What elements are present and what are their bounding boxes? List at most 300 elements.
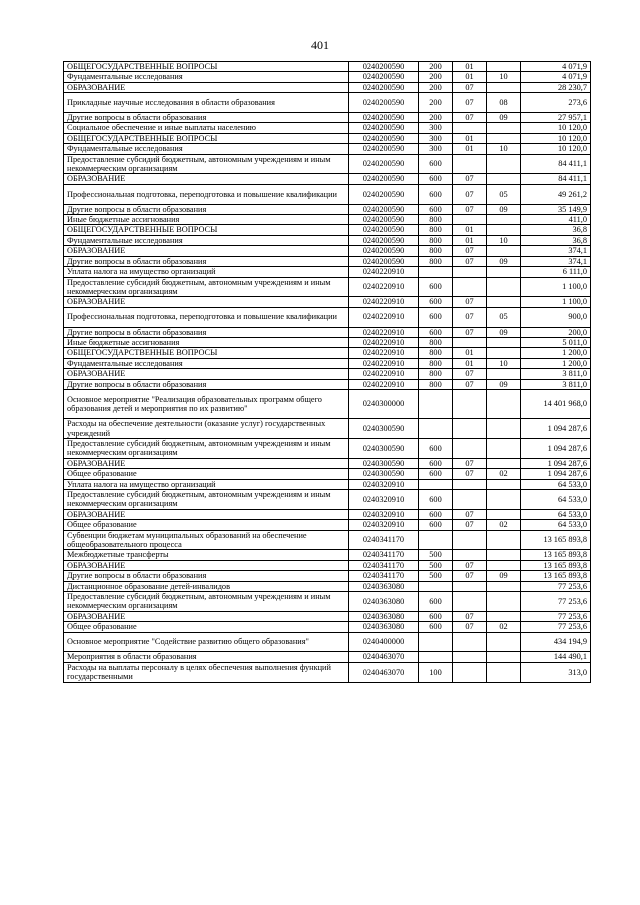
row-vr-cell: 800 — [419, 235, 453, 245]
table-row — [64, 307, 591, 327]
row-name-cell: Фундаментальные исследования — [64, 72, 349, 82]
row-sum-cell: 10 120,0 — [521, 133, 591, 143]
row-sum-cell: 77 253,6 — [521, 611, 591, 621]
row-sum-cell: 374,1 — [521, 256, 591, 266]
table-row — [64, 632, 591, 652]
row-pr-cell — [487, 246, 521, 256]
row-name-cell: Социальное обеспечение и иные выплаты населению — [64, 123, 349, 133]
row-sum-cell: 313,0 — [521, 662, 591, 682]
row-rz-cell — [453, 550, 487, 560]
row-name-cell: Фундаментальные исследования — [64, 235, 349, 245]
row-pr-cell — [487, 438, 521, 458]
row-pr-cell — [487, 419, 521, 439]
table-row — [64, 267, 591, 277]
row-csr-cell: 0240200590 — [349, 246, 419, 256]
row-rz-cell — [453, 267, 487, 277]
row-csr-cell: 0240341170 — [349, 530, 419, 550]
row-csr-cell: 0240463070 — [349, 662, 419, 682]
row-vr-cell: 600 — [419, 277, 453, 297]
row-pr-cell: 09 — [487, 256, 521, 266]
row-vr-cell: 600 — [419, 489, 453, 509]
row-name-cell: Предоставление субсидий бюджетным, автономным учреждениям и иным некоммерческим организациям — [64, 277, 349, 297]
row-rz-cell: 07 — [453, 520, 487, 530]
row-sum-cell: 1 100,0 — [521, 277, 591, 297]
row-vr-cell: 500 — [419, 560, 453, 570]
row-pr-cell: 10 — [487, 358, 521, 368]
table-row — [64, 581, 591, 591]
row-sum-cell: 10 120,0 — [521, 123, 591, 133]
row-sum-cell: 36,8 — [521, 235, 591, 245]
row-rz-cell: 07 — [453, 256, 487, 266]
row-name-cell: Межбюджетные трансферты — [64, 550, 349, 560]
row-sum-cell: 6 111,0 — [521, 267, 591, 277]
row-pr-cell — [487, 632, 521, 652]
row-rz-cell: 07 — [453, 246, 487, 256]
row-sum-cell: 4 071,9 — [521, 62, 591, 72]
row-pr-cell — [487, 267, 521, 277]
row-sum-cell: 434 194,9 — [521, 632, 591, 652]
row-csr-cell: 0240320910 — [349, 509, 419, 519]
row-vr-cell — [419, 530, 453, 550]
row-pr-cell — [487, 174, 521, 184]
row-vr-cell: 600 — [419, 438, 453, 458]
row-csr-cell: 0240200590 — [349, 174, 419, 184]
row-csr-cell: 0240363080 — [349, 581, 419, 591]
row-sum-cell: 36,8 — [521, 225, 591, 235]
row-csr-cell: 0240220910 — [349, 277, 419, 297]
row-rz-cell — [453, 530, 487, 550]
row-sum-cell: 1 094 287,6 — [521, 438, 591, 458]
row-vr-cell: 800 — [419, 256, 453, 266]
row-rz-cell: 07 — [453, 458, 487, 468]
row-sum-cell: 1 094 287,6 — [521, 458, 591, 468]
table-row — [64, 379, 591, 389]
table-row — [64, 530, 591, 550]
row-pr-cell — [487, 652, 521, 662]
row-rz-cell — [453, 337, 487, 347]
row-rz-cell: 01 — [453, 235, 487, 245]
row-name-cell: Профессиональная подготовка, переподготовка и повышение квалификации — [64, 184, 349, 204]
row-csr-cell: 0240200590 — [349, 154, 419, 174]
row-sum-cell: 200,0 — [521, 327, 591, 337]
row-vr-cell: 100 — [419, 662, 453, 682]
table-row — [64, 277, 591, 297]
row-vr-cell: 600 — [419, 174, 453, 184]
row-csr-cell: 0240200590 — [349, 256, 419, 266]
row-rz-cell — [453, 419, 487, 439]
row-vr-cell: 600 — [419, 327, 453, 337]
row-pr-cell — [487, 611, 521, 621]
row-pr-cell: 10 — [487, 144, 521, 154]
row-csr-cell: 0240200590 — [349, 113, 419, 123]
row-vr-cell: 600 — [419, 509, 453, 519]
row-sum-cell: 64 533,0 — [521, 520, 591, 530]
row-csr-cell: 0240220910 — [349, 379, 419, 389]
table-row — [64, 611, 591, 621]
row-rz-cell: 01 — [453, 348, 487, 358]
row-vr-cell: 500 — [419, 571, 453, 581]
row-pr-cell — [487, 530, 521, 550]
row-csr-cell: 0240220910 — [349, 297, 419, 307]
row-name-cell: ОБЩЕГОСУДАРСТВЕННЫЕ ВОПРОСЫ — [64, 225, 349, 235]
table-row — [64, 348, 591, 358]
row-csr-cell: 0240200590 — [349, 184, 419, 204]
row-csr-cell: 0240463070 — [349, 652, 419, 662]
row-pr-cell — [487, 348, 521, 358]
row-name-cell: Мероприятия в области образования — [64, 652, 349, 662]
table-row — [64, 113, 591, 123]
row-name-cell: Прикладные научные исследования в области образования — [64, 93, 349, 113]
row-name-cell: Другие вопросы в области образования — [64, 379, 349, 389]
row-csr-cell: 0240220910 — [349, 358, 419, 368]
row-csr-cell: 0240300590 — [349, 469, 419, 479]
row-pr-cell — [487, 297, 521, 307]
row-name-cell: Другие вопросы в области образования — [64, 256, 349, 266]
row-pr-cell — [487, 154, 521, 174]
row-sum-cell: 28 230,7 — [521, 82, 591, 92]
row-rz-cell: 01 — [453, 144, 487, 154]
row-sum-cell: 1 200,0 — [521, 348, 591, 358]
row-vr-cell — [419, 389, 453, 418]
row-csr-cell: 0240220910 — [349, 348, 419, 358]
row-name-cell: ОБРАЗОВАНИЕ — [64, 611, 349, 621]
row-vr-cell: 200 — [419, 93, 453, 113]
row-pr-cell — [487, 123, 521, 133]
row-csr-cell: 0240200590 — [349, 72, 419, 82]
row-csr-cell: 0240300590 — [349, 438, 419, 458]
table-row — [64, 337, 591, 347]
row-vr-cell: 800 — [419, 246, 453, 256]
table-row — [64, 215, 591, 225]
row-pr-cell — [487, 581, 521, 591]
row-vr-cell: 800 — [419, 348, 453, 358]
row-vr-cell: 800 — [419, 215, 453, 225]
row-rz-cell: 07 — [453, 379, 487, 389]
row-pr-cell — [487, 277, 521, 297]
row-rz-cell — [453, 662, 487, 682]
table-row — [64, 652, 591, 662]
row-rz-cell: 07 — [453, 560, 487, 570]
row-sum-cell: 1 200,0 — [521, 358, 591, 368]
row-name-cell: Иные бюджетные ассигнования — [64, 215, 349, 225]
row-vr-cell: 600 — [419, 307, 453, 327]
table-row — [64, 154, 591, 174]
row-vr-cell: 600 — [419, 154, 453, 174]
row-csr-cell: 0240363080 — [349, 611, 419, 621]
row-csr-cell: 0240220910 — [349, 327, 419, 337]
row-name-cell: Другие вопросы в области образования — [64, 204, 349, 214]
budget-table — [63, 61, 591, 683]
row-csr-cell: 0240320910 — [349, 489, 419, 509]
row-sum-cell: 3 811,0 — [521, 379, 591, 389]
row-pr-cell: 10 — [487, 72, 521, 82]
row-csr-cell: 0240200590 — [349, 82, 419, 92]
row-rz-cell — [453, 581, 487, 591]
row-vr-cell — [419, 479, 453, 489]
row-rz-cell: 07 — [453, 327, 487, 337]
row-csr-cell: 0240363080 — [349, 622, 419, 632]
row-pr-cell — [487, 458, 521, 468]
row-rz-cell: 07 — [453, 611, 487, 621]
row-name-cell: Профессиональная подготовка, переподготовка и повышение квалификации — [64, 307, 349, 327]
row-name-cell: Общее образование — [64, 520, 349, 530]
row-name-cell: Уплата налога на имущество организаций — [64, 479, 349, 489]
row-csr-cell: 0240220910 — [349, 337, 419, 347]
row-pr-cell — [487, 560, 521, 570]
row-sum-cell: 49 261,2 — [521, 184, 591, 204]
row-name-cell: ОБРАЗОВАНИЕ — [64, 82, 349, 92]
row-vr-cell — [419, 267, 453, 277]
row-sum-cell: 77 253,6 — [521, 592, 591, 612]
table-row — [64, 256, 591, 266]
row-sum-cell: 4 071,9 — [521, 72, 591, 82]
row-vr-cell: 600 — [419, 592, 453, 612]
row-csr-cell: 0240200590 — [349, 144, 419, 154]
table-row — [64, 479, 591, 489]
row-name-cell: Предоставление субсидий бюджетным, автономным учреждениям и иным некоммерческим организациям — [64, 592, 349, 612]
row-csr-cell: 0240200590 — [349, 123, 419, 133]
row-sum-cell: 64 533,0 — [521, 489, 591, 509]
row-name-cell: Общее образование — [64, 622, 349, 632]
row-sum-cell: 374,1 — [521, 246, 591, 256]
row-vr-cell: 600 — [419, 297, 453, 307]
row-name-cell: ОБРАЗОВАНИЕ — [64, 369, 349, 379]
row-sum-cell: 27 957,1 — [521, 113, 591, 123]
row-vr-cell: 600 — [419, 520, 453, 530]
row-rz-cell: 01 — [453, 62, 487, 72]
row-pr-cell — [487, 489, 521, 509]
table-row — [64, 133, 591, 143]
row-csr-cell: 0240400000 — [349, 632, 419, 652]
table-row — [64, 520, 591, 530]
row-pr-cell: 09 — [487, 379, 521, 389]
row-rz-cell: 01 — [453, 225, 487, 235]
row-vr-cell: 200 — [419, 62, 453, 72]
row-rz-cell — [453, 277, 487, 297]
row-sum-cell: 411,0 — [521, 215, 591, 225]
row-sum-cell: 64 533,0 — [521, 479, 591, 489]
row-csr-cell: 0240341170 — [349, 571, 419, 581]
table-row — [64, 174, 591, 184]
row-rz-cell — [453, 632, 487, 652]
row-name-cell: Уплата налога на имущество организаций — [64, 267, 349, 277]
row-csr-cell: 0240200590 — [349, 93, 419, 113]
row-vr-cell — [419, 419, 453, 439]
row-csr-cell: 0240200590 — [349, 133, 419, 143]
row-sum-cell: 13 165 893,8 — [521, 550, 591, 560]
row-sum-cell: 77 253,6 — [521, 622, 591, 632]
row-pr-cell: 09 — [487, 571, 521, 581]
row-rz-cell: 07 — [453, 469, 487, 479]
row-vr-cell — [419, 652, 453, 662]
row-rz-cell: 01 — [453, 133, 487, 143]
row-sum-cell: 77 253,6 — [521, 581, 591, 591]
row-csr-cell: 0240300590 — [349, 458, 419, 468]
row-name-cell: Иные бюджетные ассигнования — [64, 337, 349, 347]
budget-table-body — [64, 62, 591, 683]
row-rz-cell: 07 — [453, 174, 487, 184]
row-rz-cell — [453, 652, 487, 662]
row-rz-cell: 07 — [453, 184, 487, 204]
row-rz-cell — [453, 479, 487, 489]
row-rz-cell — [453, 389, 487, 418]
row-rz-cell: 07 — [453, 571, 487, 581]
row-rz-cell: 07 — [453, 297, 487, 307]
row-rz-cell — [453, 592, 487, 612]
row-name-cell: ОБРАЗОВАНИЕ — [64, 174, 349, 184]
row-rz-cell — [453, 489, 487, 509]
row-pr-cell — [487, 337, 521, 347]
row-name-cell: Предоставление субсидий бюджетным, автономным учреждениям и иным некоммерческим организациям — [64, 489, 349, 509]
row-vr-cell: 600 — [419, 622, 453, 632]
row-pr-cell: 02 — [487, 469, 521, 479]
row-sum-cell: 3 811,0 — [521, 369, 591, 379]
row-sum-cell: 84 411,1 — [521, 174, 591, 184]
table-row — [64, 369, 591, 379]
row-pr-cell — [487, 550, 521, 560]
table-row — [64, 419, 591, 439]
row-pr-cell: 09 — [487, 204, 521, 214]
row-vr-cell — [419, 581, 453, 591]
table-row — [64, 82, 591, 92]
row-vr-cell: 600 — [419, 458, 453, 468]
row-pr-cell: 05 — [487, 307, 521, 327]
row-sum-cell: 273,6 — [521, 93, 591, 113]
row-pr-cell: 02 — [487, 622, 521, 632]
row-csr-cell: 0240320910 — [349, 479, 419, 489]
row-name-cell: Основное мероприятие "Реализация образовательных программ общего образования детей и мероприятия по их развитию" — [64, 389, 349, 418]
row-csr-cell: 0240200590 — [349, 215, 419, 225]
table-row — [64, 592, 591, 612]
table-row — [64, 93, 591, 113]
table-row — [64, 235, 591, 245]
row-pr-cell: 09 — [487, 327, 521, 337]
row-sum-cell: 900,0 — [521, 307, 591, 327]
table-row — [64, 225, 591, 235]
row-name-cell: ОБЩЕГОСУДАРСТВЕННЫЕ ВОПРОСЫ — [64, 62, 349, 72]
row-vr-cell: 200 — [419, 82, 453, 92]
row-vr-cell: 200 — [419, 113, 453, 123]
row-csr-cell: 0240200590 — [349, 204, 419, 214]
row-vr-cell: 300 — [419, 123, 453, 133]
row-vr-cell: 200 — [419, 72, 453, 82]
row-pr-cell — [487, 215, 521, 225]
row-sum-cell: 13 165 893,8 — [521, 571, 591, 581]
row-csr-cell: 0240200590 — [349, 225, 419, 235]
row-vr-cell: 600 — [419, 204, 453, 214]
row-sum-cell: 14 401 968,0 — [521, 389, 591, 418]
row-name-cell: Другие вопросы в области образования — [64, 571, 349, 581]
row-rz-cell: 01 — [453, 72, 487, 82]
row-rz-cell: 07 — [453, 622, 487, 632]
row-pr-cell — [487, 592, 521, 612]
row-sum-cell: 10 120,0 — [521, 144, 591, 154]
row-name-cell: ОБРАЗОВАНИЕ — [64, 458, 349, 468]
row-rz-cell — [453, 438, 487, 458]
row-rz-cell — [453, 123, 487, 133]
table-row — [64, 662, 591, 682]
row-sum-cell: 13 165 893,8 — [521, 530, 591, 550]
table-row — [64, 297, 591, 307]
row-csr-cell: 0240220910 — [349, 267, 419, 277]
row-vr-cell: 300 — [419, 133, 453, 143]
row-sum-cell: 64 533,0 — [521, 509, 591, 519]
table-row — [64, 204, 591, 214]
row-vr-cell: 500 — [419, 550, 453, 560]
table-row — [64, 184, 591, 204]
row-pr-cell — [487, 509, 521, 519]
row-sum-cell: 144 490,1 — [521, 652, 591, 662]
row-pr-cell — [487, 82, 521, 92]
row-name-cell: Расходы на выплаты персоналу в целях обеспечения выполнения функций государственными — [64, 662, 349, 682]
row-sum-cell: 1 100,0 — [521, 297, 591, 307]
row-vr-cell: 800 — [419, 225, 453, 235]
row-name-cell: ОБРАЗОВАНИЕ — [64, 246, 349, 256]
table-row — [64, 246, 591, 256]
row-name-cell: Фундаментальные исследования — [64, 358, 349, 368]
table-row — [64, 389, 591, 418]
table-row — [64, 550, 591, 560]
table-row — [64, 327, 591, 337]
row-rz-cell: 01 — [453, 358, 487, 368]
table-row — [64, 144, 591, 154]
row-name-cell: ОБРАЗОВАНИЕ — [64, 297, 349, 307]
row-rz-cell: 07 — [453, 82, 487, 92]
row-csr-cell: 0240220910 — [349, 369, 419, 379]
table-row — [64, 438, 591, 458]
row-name-cell: Общее образование — [64, 469, 349, 479]
row-name-cell: Расходы на обеспечение деятельности (оказание услуг) государственных учреждений — [64, 419, 349, 439]
row-sum-cell: 1 094 287,6 — [521, 419, 591, 439]
row-vr-cell: 800 — [419, 369, 453, 379]
row-rz-cell — [453, 215, 487, 225]
row-csr-cell: 0240363080 — [349, 592, 419, 612]
table-row — [64, 469, 591, 479]
row-name-cell: Другие вопросы в области образования — [64, 327, 349, 337]
row-vr-cell — [419, 632, 453, 652]
row-name-cell: Дистанционное образование детей-инвалидов — [64, 581, 349, 591]
row-name-cell: Предоставление субсидий бюджетным, автономным учреждениям и иным некоммерческим организациям — [64, 438, 349, 458]
row-csr-cell: 0240200590 — [349, 62, 419, 72]
row-name-cell: Другие вопросы в области образования — [64, 113, 349, 123]
row-vr-cell: 800 — [419, 379, 453, 389]
table-row — [64, 62, 591, 72]
row-rz-cell: 07 — [453, 307, 487, 327]
row-pr-cell — [487, 389, 521, 418]
row-pr-cell: 05 — [487, 184, 521, 204]
row-name-cell: Основное мероприятие "Содействие развитию общего образования" — [64, 632, 349, 652]
row-csr-cell: 0240300590 — [349, 419, 419, 439]
page-number: 401 — [311, 38, 329, 52]
row-csr-cell: 0240300000 — [349, 389, 419, 418]
table-row — [64, 358, 591, 368]
row-sum-cell: 1 094 287,6 — [521, 469, 591, 479]
row-sum-cell: 5 011,0 — [521, 337, 591, 347]
row-name-cell: ОБРАЗОВАНИЕ — [64, 509, 349, 519]
row-csr-cell: 0240341170 — [349, 560, 419, 570]
row-csr-cell: 0240220910 — [349, 307, 419, 327]
row-rz-cell — [453, 154, 487, 174]
row-pr-cell: 09 — [487, 113, 521, 123]
row-pr-cell — [487, 662, 521, 682]
table-row — [64, 458, 591, 468]
row-pr-cell: 10 — [487, 235, 521, 245]
row-name-cell: Фундаментальные исследования — [64, 144, 349, 154]
row-vr-cell: 800 — [419, 358, 453, 368]
row-vr-cell: 600 — [419, 611, 453, 621]
row-pr-cell — [487, 225, 521, 235]
row-name-cell: Предоставление субсидий бюджетным, автономным учреждениям и иным некоммерческим организациям — [64, 154, 349, 174]
